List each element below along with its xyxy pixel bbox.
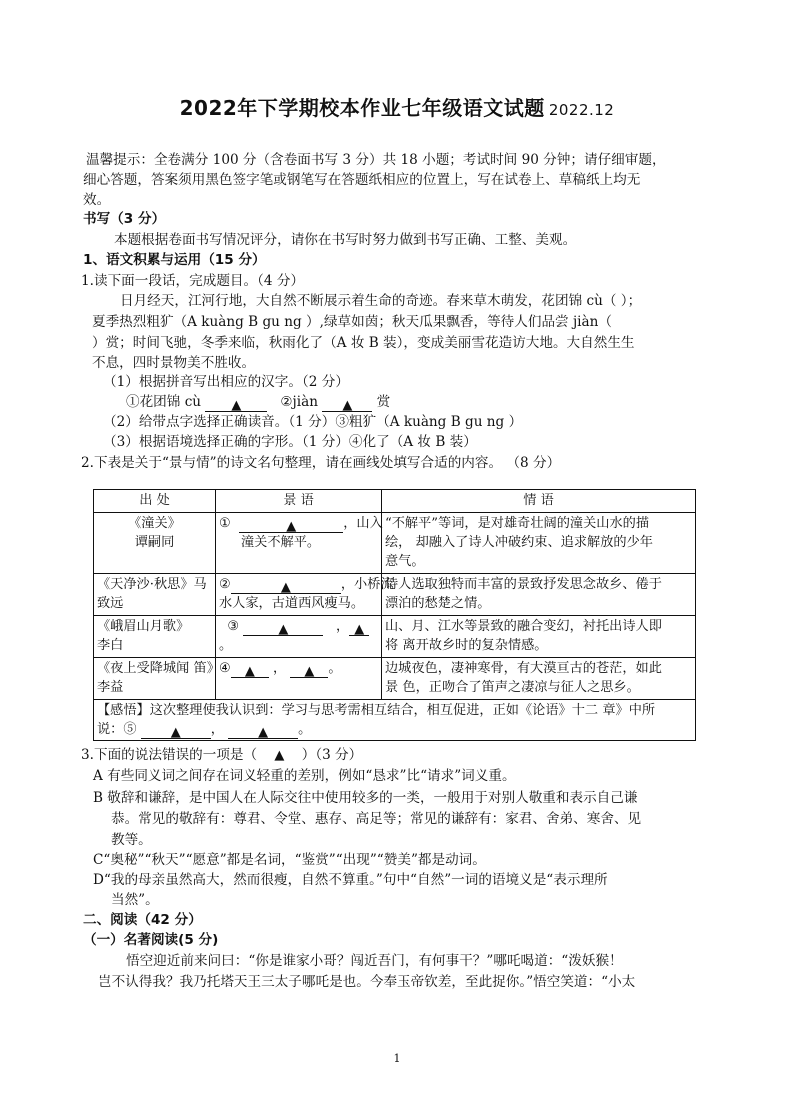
scene-text: ，山入 <box>343 516 383 531</box>
scene-text: ，小桥流 <box>340 577 394 592</box>
q3-option-b-cont: 恭。常见的敬辞有：尊君、令堂、惠存、高足等；常见的谦辞有：家君、舍弟、寒舍、见 <box>111 811 642 827</box>
source-cell <box>94 513 216 574</box>
source-title: 《夜上受降城闻 笛》 <box>97 661 220 676</box>
emotion-text: 绘， 却融入了诗人冲破约束、追求解放的少年 <box>385 535 653 550</box>
blank-number: ① <box>219 516 231 531</box>
insight-cell: 【感悟】这次整理使我认识到：学习与思考需相互结合，相互促进，正如《论语》十二 章》中所 说：⑤ ▲ ， ▲ 。 <box>94 700 696 741</box>
emotion-text: 意气。 <box>385 554 425 569</box>
q1-sub2: （2）给带点字选择正确读音。（1 分）③粗犷（A kuàng B gu ng ） <box>103 414 523 430</box>
source-author: 李白 <box>97 638 124 653</box>
answer-blank-5b[interactable] <box>228 723 298 739</box>
answer-blank-q3[interactable]: ▲ <box>274 748 285 763</box>
answer-blank-table-4[interactable] <box>231 662 269 678</box>
emotion-text: 山、月、江水等景致的融合变幻，衬托出诗人即 <box>385 619 662 634</box>
emotion-text: “不解平”等词，是对雄奇壮阔的潼关山水的描 <box>385 516 650 531</box>
q1-passage-line-2: 夏季热烈粗犷（A kuàng B gu ng ）,绿草如茵；秋天瓜果飘香，等待人们品尝 jiàn（ <box>92 314 612 330</box>
q3-option-a: A 有些同义词之间存在词义轻重的差别，例如“恳求”比“请求”词义重。 <box>93 768 516 784</box>
table-row <box>94 513 696 574</box>
answer-blank-table-1[interactable] <box>239 517 343 533</box>
q2-stem: 2.下表是关于“景与情”的诗文名句整理，请在画线处填写合适的内容。 （8 分） <box>81 455 561 471</box>
answer-blank-2[interactable] <box>322 396 372 412</box>
blank-mark: ▲ <box>231 398 242 413</box>
scene-text: ， <box>336 619 350 634</box>
page-number: 1 <box>393 1052 401 1065</box>
source-author: 致远 <box>97 596 124 611</box>
table-row <box>94 574 696 616</box>
title-main: 2022年下学期校本作业七年级语文试题 <box>179 96 545 120</box>
emotion-cell <box>382 616 696 658</box>
table-row <box>94 658 696 700</box>
emotion-cell <box>382 513 696 574</box>
emotion-cell <box>382 658 696 700</box>
reading-line-1: 悟空迎近前来问曰：“你是谁家小哥？闯近吾门，有何事干？”哪吒喝道：“泼妖猴！ <box>126 953 623 969</box>
header-scene: 景 语 <box>216 490 382 513</box>
blank-mark: ▲ <box>170 725 181 740</box>
q3-stem-text: 3.下面的说法错误的一项是（ <box>81 747 258 763</box>
scene-text: 潼关不解平。 <box>241 535 321 550</box>
blank-mark: ▲ <box>286 519 297 534</box>
scene-cell <box>216 574 394 616</box>
blank-number: ② <box>219 577 231 592</box>
q1-sub1b-label: ②jiàn <box>280 394 318 410</box>
source-author: 谭嗣同 <box>134 535 175 550</box>
blank-mark: ▲ <box>280 580 291 595</box>
emotion-text: 边城夜色，凄神寒骨，有大漠亘古的苍茫，如此 <box>385 661 662 676</box>
scene-text: ， <box>273 661 287 676</box>
q1-passage-line-1: 日月经天，江河行地，大自然不断展示着生命的奇迹。春来草木萌发，花团锦 cù（ ）； <box>120 293 642 309</box>
insight-text: 【感悟】这次整理使我认识到：学习与思考需相互结合，相互促进，正如《论语》十二 章》中所 <box>97 703 656 718</box>
section2-heading: 二、阅读（42 分） <box>83 912 202 928</box>
table-row <box>94 616 696 658</box>
q1-sub3: （3）根据语境选择正确的字形。（1 分）④化了（A 妆 B 装） <box>103 434 477 450</box>
q1-passage-line-3: ）赏；时间飞驰，冬季来临，秋雨化了（A 妆 B 装），变成美丽雪花造访大地。大自然生生 <box>92 335 635 351</box>
section2-subheading: （一）名著阅读(5 分) <box>83 932 219 948</box>
scene-emotion-table <box>93 489 696 741</box>
q3-option-d: D“我的母亲虽然高大，然而很瘦，自然不算重。”句中“自然”一词的语境义是“表示理所 <box>93 872 608 888</box>
source-title: 《峨眉山月歌》 <box>97 619 190 634</box>
scene-cell <box>216 616 382 658</box>
q3-option-b-cont2: 教等。 <box>111 832 152 848</box>
q1-sub1b-tail: 赏 <box>376 394 391 410</box>
emotion-text: 漂泊的愁楚之情。 <box>385 596 491 611</box>
q1-sub1-answers <box>126 393 390 412</box>
insight-row <box>94 700 696 741</box>
emotion-text: 诗人选取独特而丰富的景致抒发思念故乡、倦于 <box>385 577 662 592</box>
writing-text: 本题根据卷面书写情况评分，请你在书写时努力做到书写正确、工整、美观。 <box>114 232 577 248</box>
notice-line-1: 温馨提示：全卷满分 100 分（含卷面书写 3 分）共 18 小题；考试时间 90 分钟；请仔细审题， <box>86 152 666 168</box>
blank-number: ③ <box>227 619 240 634</box>
answer-blank-table-4b[interactable] <box>290 662 328 678</box>
q1-passage-line-4: 不息，四时景物美不胜收。 <box>92 355 256 371</box>
blank-number: ④ <box>219 661 231 676</box>
q3-option-c: C“奥秘”“秋天”“愿意”都是名词，“鉴赏”“出现”“赞美”都是动词。 <box>93 852 486 868</box>
blank-mark: ▲ <box>278 622 289 637</box>
header-source: 出 处 <box>94 490 216 513</box>
source-cell <box>94 574 216 616</box>
notice-line-2: 细心答题，答案须用黑色签字笔或钢笔写在答题纸相应的位置上，写在试卷上、草稿纸上均无 <box>83 172 641 188</box>
q3-stem <box>81 746 362 765</box>
answer-blank-5a[interactable] <box>141 723 211 739</box>
blank-mark: ▲ <box>304 664 315 679</box>
q3-stem-tail: ）（3 分） <box>301 747 363 763</box>
emotion-text: 将 离开故乡时的复杂情感。 <box>385 638 548 653</box>
source-cell <box>94 658 220 700</box>
table-header-row <box>94 490 696 513</box>
scene-text: 水人家，古道西风瘦马。 <box>219 596 365 611</box>
q3-option-b: B 敬辞和谦辞，是中国人在人际交往中使用较多的一类，一般用于对别人敬重和表示自己谦 <box>93 790 638 806</box>
answer-blank-table-3b[interactable] <box>349 620 369 636</box>
scene-cell: ④ ▲ ， ▲ 。 <box>216 658 382 700</box>
notice-line-3: 效。 <box>83 192 111 208</box>
blank-mark: ▲ <box>354 622 365 637</box>
reading-line-2: 岂不认得我？我乃托塔天王三太子哪吒是也。今奉玉帝钦差，至此捉你。”悟空笑道：“小太 <box>98 974 636 990</box>
emotion-text: 景 色，正吻合了笛声之凄凉与征人之思乡。 <box>385 680 640 695</box>
page-title <box>0 92 794 121</box>
emotion-cell <box>382 574 696 616</box>
answer-blank-1[interactable] <box>205 396 267 412</box>
title-date: 2022.12 <box>548 101 615 119</box>
q1-sub1: （1）根据拼音写出相应的汉字。（2 分） <box>103 374 349 390</box>
blank-mark: ▲ <box>258 725 269 740</box>
scene-text: 。 <box>219 638 233 653</box>
section1-heading: 1、语文积累与运用（15 分） <box>83 252 266 268</box>
answer-blank-table-3[interactable] <box>243 620 323 636</box>
q1-sub1a-label: ①花团锦 cù <box>126 394 202 410</box>
insight-text: 说：⑤ <box>97 722 137 737</box>
blank-mark: ▲ <box>244 664 255 679</box>
q1-stem: 1.读下面一段话，完成题目。（4 分） <box>81 273 305 289</box>
source-author: 李益 <box>97 680 124 695</box>
source-title: 《天净沙·秋思》马 <box>97 577 207 592</box>
source-title: 《潼关》 <box>128 516 181 531</box>
scene-cell <box>216 513 382 574</box>
header-emotion: 情 语 <box>382 490 696 513</box>
source-cell <box>94 616 216 658</box>
writing-heading: 书写（3 分） <box>83 211 166 227</box>
q3-option-d-cont: 当然”。 <box>111 892 159 908</box>
blank-mark: ▲ <box>342 398 353 413</box>
answer-blank-table-2[interactable] <box>231 578 341 594</box>
